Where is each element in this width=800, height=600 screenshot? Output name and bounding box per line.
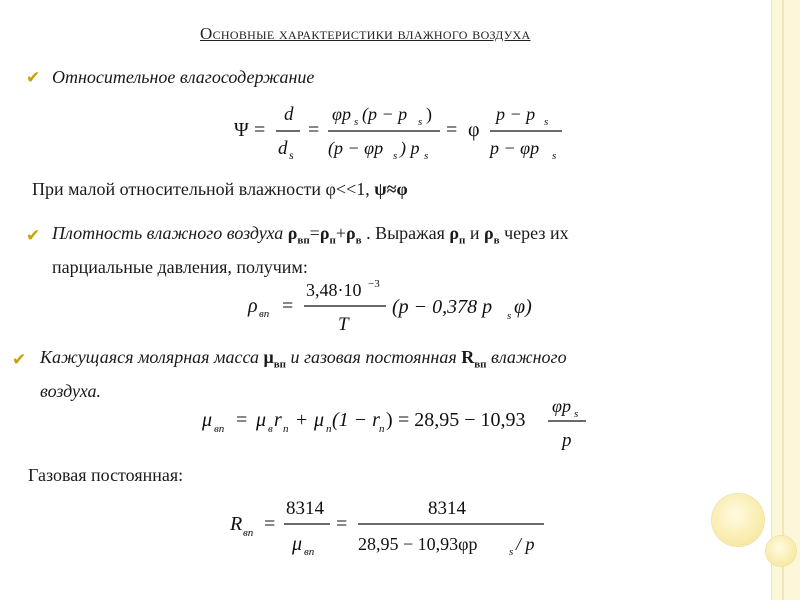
svg-text:3,48·10: 3,48·10 xyxy=(306,280,362,300)
svg-text:8314: 8314 xyxy=(286,498,324,519)
density-line2: парциальные давления, получим: xyxy=(52,256,308,277)
svg-text:−3: −3 xyxy=(368,278,380,290)
svg-text:s: s xyxy=(544,116,549,128)
checkmark-bullet-icon: ✔ xyxy=(26,226,41,246)
svg-text:=: = xyxy=(282,295,294,317)
checkmark-bullet-icon: ✔ xyxy=(12,350,27,370)
svg-text:s: s xyxy=(424,150,429,162)
svg-text:= 28,95 − 10,93: = 28,95 − 10,93 xyxy=(398,409,526,431)
svg-text:28,95 − 10,93φp: 28,95 − 10,93φp xyxy=(358,534,478,554)
svg-text:μ: μ xyxy=(314,409,325,431)
svg-text:s: s xyxy=(507,310,512,322)
svg-text:s: s xyxy=(574,408,579,420)
molar-mass-line2: воздуха. xyxy=(40,380,101,401)
rho-p-2: $\rho_п$ xyxy=(449,223,466,247)
svg-text:): ) xyxy=(386,409,393,431)
svg-text:вп: вп xyxy=(304,546,315,558)
formula-density xyxy=(244,276,564,338)
slide-title: Основные характеристики влажного воздуха xyxy=(200,24,531,43)
svg-text:Ψ: Ψ xyxy=(234,119,249,141)
gas-constant-label: Газовая постоянная: xyxy=(28,465,184,485)
svg-text:s: s xyxy=(509,546,514,558)
svg-text:вп: вп xyxy=(259,308,270,320)
svg-text:p − p: p − p xyxy=(496,104,536,124)
svg-text:μ: μ xyxy=(256,409,267,431)
svg-text:п: п xyxy=(283,423,289,435)
svg-text:(p − p: (p − p xyxy=(362,104,408,124)
svg-text:T: T xyxy=(338,314,349,335)
svg-text:в: в xyxy=(268,423,273,435)
formula-molar-mass xyxy=(198,392,598,456)
svg-text:): ) xyxy=(426,104,432,124)
svg-text:вп: вп xyxy=(214,423,225,435)
svg-text:+: + xyxy=(296,409,308,431)
svg-text:п: п xyxy=(379,423,385,435)
molar-mass-intro: Кажущаяся молярная масса xyxy=(40,347,264,367)
svg-text:ρ: ρ xyxy=(248,295,258,317)
svg-text:(1 − r: (1 − r xyxy=(332,409,380,431)
svg-text:/ p: / p xyxy=(516,534,535,554)
svg-text:r: r xyxy=(274,409,282,431)
note-low-humidity-text: При малой относительной влажности φ<<1, xyxy=(32,179,375,199)
svg-text:φ: φ xyxy=(468,119,480,141)
density-through: через их xyxy=(499,223,569,243)
r-vp: $R_{вп}$ xyxy=(461,347,487,371)
rho-v: $\rho_в$ xyxy=(345,223,362,247)
molar-mass-middle: и газовая постоянная xyxy=(286,347,462,367)
svg-text:φ): φ) xyxy=(514,296,532,318)
svg-text:=: = xyxy=(264,513,276,535)
svg-text:=: = xyxy=(308,119,320,141)
svg-text:φp: φp xyxy=(552,396,571,416)
molar-mass-tail: влажного xyxy=(486,347,567,367)
svg-text:8314: 8314 xyxy=(428,498,466,519)
svg-text:s: s xyxy=(289,148,294,162)
svg-text:p: p xyxy=(562,430,572,451)
density-expressing: . Выражая xyxy=(361,223,450,243)
svg-text:d: d xyxy=(284,104,294,125)
svg-text:=: = xyxy=(446,119,458,141)
svg-text:s: s xyxy=(393,150,398,162)
svg-text:вп: вп xyxy=(243,527,254,539)
svg-text:=: = xyxy=(236,409,248,431)
svg-text:φp: φp xyxy=(332,104,351,124)
svg-text:) p: ) p xyxy=(400,138,420,158)
svg-text:μ: μ xyxy=(202,409,213,431)
rho-v-2: $\rho_в$ xyxy=(483,223,500,247)
density-and: и xyxy=(465,223,484,243)
formula-gas-constant xyxy=(226,494,556,560)
svg-text:s: s xyxy=(418,116,423,128)
svg-text:μ: μ xyxy=(292,533,303,555)
checkmark-bullet-icon: ✔ xyxy=(26,68,41,88)
svg-text:R: R xyxy=(230,513,243,535)
bullet-relative-moisture: Относительное влагосодержание xyxy=(52,67,315,87)
right-decorative-stripe xyxy=(771,0,800,600)
rho-vp: $\rho_{вп}$ xyxy=(287,223,310,247)
density-equals: = xyxy=(309,223,320,243)
svg-text:s: s xyxy=(552,150,557,162)
note-low-humidity-result: ψ≈φ xyxy=(374,179,408,199)
svg-text:(p − φp: (p − φp xyxy=(328,138,384,158)
formula-relative-moisture xyxy=(228,98,588,166)
svg-text:п: п xyxy=(326,423,332,435)
svg-text:(p − 0,378 p: (p − 0,378 p xyxy=(392,296,493,318)
bullet-density xyxy=(52,220,742,280)
mu-vp: $\mu_{вп}$ xyxy=(263,347,286,371)
svg-text:p − φp: p − φp xyxy=(490,138,540,158)
density-intro: Плотность влажного воздуха xyxy=(52,223,288,243)
note-low-humidity xyxy=(32,176,408,202)
svg-text:d: d xyxy=(278,138,288,159)
svg-text:=: = xyxy=(336,513,348,535)
decorative-circle-small xyxy=(766,536,796,566)
density-plus: + xyxy=(335,223,346,243)
svg-text:=: = xyxy=(254,119,266,141)
svg-text:s: s xyxy=(354,116,359,128)
decorative-circle-large xyxy=(712,494,764,546)
rho-p: $\rho_п$ xyxy=(319,223,336,247)
